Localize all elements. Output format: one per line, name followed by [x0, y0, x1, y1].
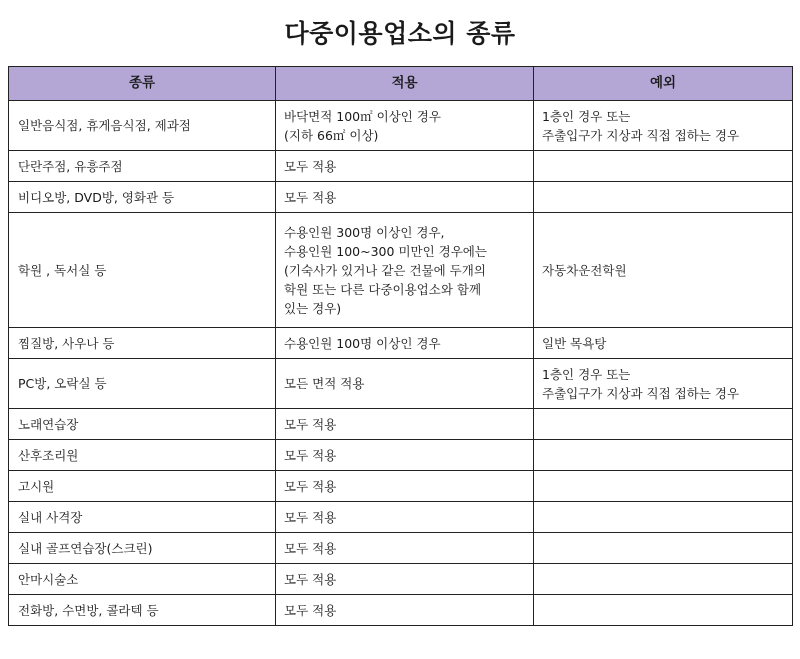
cell-exception: [534, 502, 793, 533]
cell-exception: [534, 409, 793, 440]
table-row: [9, 502, 793, 533]
cell-application: [276, 533, 534, 564]
cell-category: 안마시술소: [9, 564, 276, 595]
table-row: [9, 533, 793, 564]
cell-application: [276, 409, 534, 440]
header-application: 적용: [276, 67, 534, 101]
cell-category: 단란주점, 유흥주점: [9, 151, 276, 182]
cell-exception: [534, 328, 793, 359]
application-line: 수용인원 300명 이상인 경우,: [284, 224, 445, 240]
page-title: 다중이용업소의 종류: [284, 19, 516, 48]
cell-exception: [534, 533, 793, 564]
application-line: (기숙사가 있거나 같은 건물에 두개의: [284, 262, 486, 278]
application-line: 모두 적용: [284, 602, 337, 618]
application-line: 바닥면적 100㎡ 이상인 경우: [284, 108, 441, 124]
cell-category: 비디오방, DVD방, 영화관 등: [9, 182, 276, 213]
application-line: (지하 66㎡ 이상): [284, 127, 379, 143]
table-row: [9, 409, 793, 440]
application-line: 모두 적용: [284, 158, 337, 174]
cell-application: [276, 151, 534, 182]
exception-line: 주출입구가 지상과 직접 접하는 경우: [542, 127, 740, 143]
application-line: 모든 면적 적용: [284, 376, 365, 391]
table-row: [9, 595, 793, 626]
application-line: 모두 적용: [284, 478, 337, 494]
cell-exception: [534, 182, 793, 213]
cell-exception: [534, 471, 793, 502]
exception-line: 1층인 경우 또는: [542, 108, 631, 124]
cell-exception: [534, 359, 793, 409]
exception-line: 자동차운전학원: [542, 262, 627, 278]
header-exception: 예외: [534, 67, 793, 101]
table-row: [9, 328, 793, 359]
table-row: [9, 182, 793, 213]
cell-exception: [534, 564, 793, 595]
application-line: 모두 적용: [284, 509, 337, 525]
cell-category: 전화방, 수면방, 콜라텍 등: [9, 595, 276, 626]
cell-application: [276, 213, 534, 328]
application-line: 모두 적용: [284, 447, 337, 463]
exception-line: 1층인 경우 또는: [542, 366, 631, 382]
business-types-table: [8, 66, 793, 626]
cell-category: 고시원: [9, 471, 276, 502]
cell-application: [276, 359, 534, 409]
cell-application: [276, 502, 534, 533]
cell-exception: [534, 101, 793, 151]
header-category: 종류: [9, 67, 276, 101]
application-line: 모두 적용: [284, 416, 337, 432]
cell-exception: [534, 595, 793, 626]
table-header-row: [9, 67, 793, 101]
cell-application: [276, 595, 534, 626]
exception-line: 일반 목욕탕: [542, 335, 607, 351]
application-line: 모두 적용: [284, 571, 337, 587]
table-row: [9, 564, 793, 595]
cell-application: [276, 440, 534, 471]
cell-category: PC방, 오락실 등: [9, 359, 276, 409]
table-row: [9, 440, 793, 471]
cell-category: 실내 골프연습장(스크린): [9, 533, 276, 564]
cell-application: [276, 328, 534, 359]
table-row: [9, 359, 793, 409]
table-row: [9, 471, 793, 502]
application-line: 학원 또는 다른 다중이용업소와 함께: [284, 281, 482, 297]
table-row: [9, 213, 793, 328]
exception-line: 주출입구가 지상과 직접 접하는 경우: [542, 385, 740, 401]
application-line: 수용인원 100~300 미만인 경우에는: [284, 243, 487, 259]
cell-category: 일반음식점, 휴게음식점, 제과점: [9, 101, 276, 151]
application-line: 모두 적용: [284, 189, 337, 205]
application-line: 있는 경우): [284, 300, 342, 316]
table-row: [9, 151, 793, 182]
cell-category: 찜질방, 사우나 등: [9, 328, 276, 359]
cell-application: [276, 564, 534, 595]
cell-exception: [534, 151, 793, 182]
cell-category: 학원 , 독서실 등: [9, 213, 276, 328]
cell-application: [276, 471, 534, 502]
cell-application: [276, 101, 534, 151]
cell-category: 산후조리원: [9, 440, 276, 471]
cell-application: [276, 182, 534, 213]
application-line: 수용인원 100명 이상인 경우: [284, 335, 441, 351]
cell-exception: [534, 213, 793, 328]
cell-category: 노래연습장: [9, 409, 276, 440]
cell-category: 실내 사격장: [9, 502, 276, 533]
application-line: 모두 적용: [284, 540, 337, 556]
cell-exception: [534, 440, 793, 471]
table-row: [9, 101, 793, 151]
